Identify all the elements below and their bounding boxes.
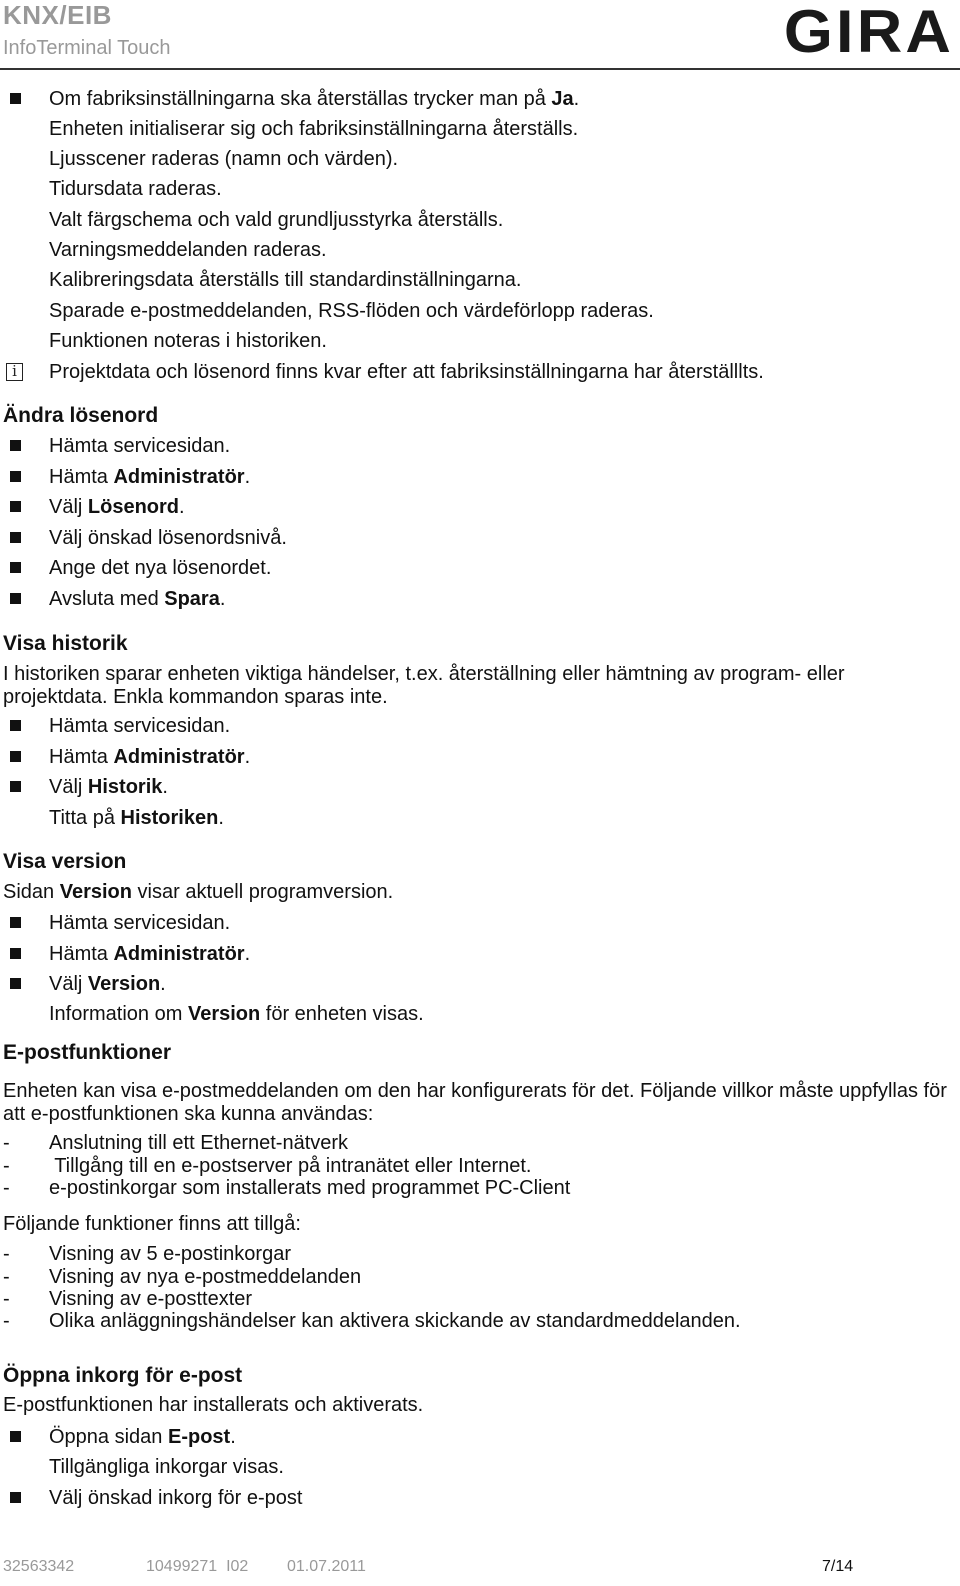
reset-result-line: Varningsmeddelanden raderas. (49, 239, 327, 261)
section-heading-history: Visa historik (3, 632, 128, 655)
inbox-step: Öppna sidan E-post. (49, 1426, 236, 1448)
bullet-icon (10, 93, 21, 104)
reset-result-line: Ljusscener raderas (namn och värden). (49, 148, 399, 170)
version-step: Hämta Administratör. (49, 943, 251, 965)
inbox-result: Tillgängliga inkorgar visas. (49, 1456, 284, 1478)
dash-marker: - (3, 1310, 10, 1332)
password-step: Hämta servicesidan. (49, 435, 231, 457)
bullet-icon (10, 562, 21, 573)
section-heading-inbox: Öppna inkorg för e-post (3, 1364, 243, 1387)
reset-result-line: Funktionen noteras i historiken. (49, 330, 327, 352)
bullet-icon (10, 948, 21, 959)
history-result: Titta på Historiken. (49, 807, 224, 829)
password-step: Avsluta med Spara. (49, 588, 226, 610)
section-heading-password: Ändra lösenord (3, 404, 159, 427)
email-condition: e-postinkorgar som installerats med programmet PC-Client (49, 1177, 571, 1199)
reset-note: Projektdata och lösenord finns kvar efter att fabriksinställningarna har återställlts. (49, 361, 764, 383)
footer-reference: 10499271 I02 (146, 1558, 249, 1575)
reset-result-line: Sparade e-postmeddelanden, RSS-flöden och värdeförlopp raderas. (49, 300, 654, 322)
bullet-icon (10, 917, 21, 928)
password-step: Hämta Administratör. (49, 466, 251, 488)
history-step: Hämta Administratör. (49, 746, 251, 768)
email-function: Visning av 5 e-postinkorgar (49, 1243, 291, 1265)
history-step: Hämta servicesidan. (49, 715, 231, 737)
dash-marker: - (3, 1266, 10, 1288)
bullet-icon (10, 471, 21, 482)
header-subtitle: InfoTerminal Touch (3, 37, 171, 59)
password-step: Välj Lösenord. (49, 496, 185, 518)
version-intro: Sidan Version visar aktuell programversion. (3, 881, 394, 903)
email-function: Visning av e-posttexter (49, 1288, 253, 1310)
history-step: Välj Historik. (49, 776, 168, 798)
inbox-intro: E-postfunktionen har installerats och aktiverats. (3, 1394, 424, 1416)
reset-result-line: Tidursdata raderas. (49, 178, 222, 200)
bullet-icon (10, 1431, 21, 1442)
email-function: Olika anläggningshändelser kan aktivera skickande av standardmeddelanden. (49, 1310, 741, 1332)
version-step: Välj Version. (49, 973, 166, 995)
header-divider (0, 68, 960, 70)
bullet-icon (10, 532, 21, 543)
section-heading-version: Visa version (3, 850, 127, 873)
history-intro: I historiken sparar enheten viktiga händelser, t.ex. återställning eller hämtning av program- eller projektdata. Enkla kommandon sparas inte. (3, 663, 845, 708)
footer-date: 01.07.2011 (287, 1558, 366, 1575)
email-condition: Anslutning till ett Ethernet-nätverk (49, 1132, 349, 1154)
bullet-icon (10, 440, 21, 451)
dash-marker: - (3, 1243, 10, 1265)
email-condition: Tillgång till en e-postserver på intranätet eller Internet. (49, 1155, 532, 1177)
reset-result-line: Kalibreringsdata återställs till standardinställningarna. (49, 269, 522, 291)
inbox-step: Välj önskad inkorg för e-post (49, 1487, 303, 1509)
gira-logo: GIRA (783, 0, 954, 65)
reset-result-line: Valt färgschema och vald grundljusstyrka återställs. (49, 209, 504, 231)
password-step: Välj önskad lösenordsnivå. (49, 527, 287, 549)
bullet-icon (10, 501, 21, 512)
version-result: Information om Version för enheten visas. (49, 1003, 424, 1025)
section-heading-email: E-postfunktioner (3, 1041, 171, 1064)
reset-result-line: Enheten initialiserar sig och fabriksinställningarna återställs. (49, 118, 579, 140)
email-intro: Enheten kan visa e-postmeddelanden om den har konfigurerats för det. Följande villkor måste uppfyllas för att e-postfunktionen ska kunna användas: (3, 1080, 947, 1125)
password-step: Ange det nya lösenordet. (49, 557, 272, 579)
dash-marker: - (3, 1288, 10, 1310)
version-step: Hämta servicesidan. (49, 912, 231, 934)
dash-marker: - (3, 1177, 10, 1199)
email-functions-intro: Följande funktioner finns att tillgå: (3, 1213, 301, 1235)
footer-page-number: 7/14 (822, 1558, 854, 1575)
bullet-icon (10, 593, 21, 604)
bullet-icon (10, 781, 21, 792)
dash-marker: - (3, 1132, 10, 1154)
reset-step: Om fabriksinställningarna ska återställas trycker man på Ja. (49, 88, 580, 110)
footer-doc-number: 32563342 (3, 1558, 75, 1575)
bullet-icon (10, 720, 21, 731)
dash-marker: - (3, 1155, 10, 1177)
header-title: KNX/EIB (3, 0, 112, 30)
bullet-icon (10, 751, 21, 762)
bullet-icon (10, 1492, 21, 1503)
bullet-icon (10, 978, 21, 989)
info-icon: i (6, 363, 23, 381)
email-function: Visning av nya e-postmeddelanden (49, 1266, 362, 1288)
